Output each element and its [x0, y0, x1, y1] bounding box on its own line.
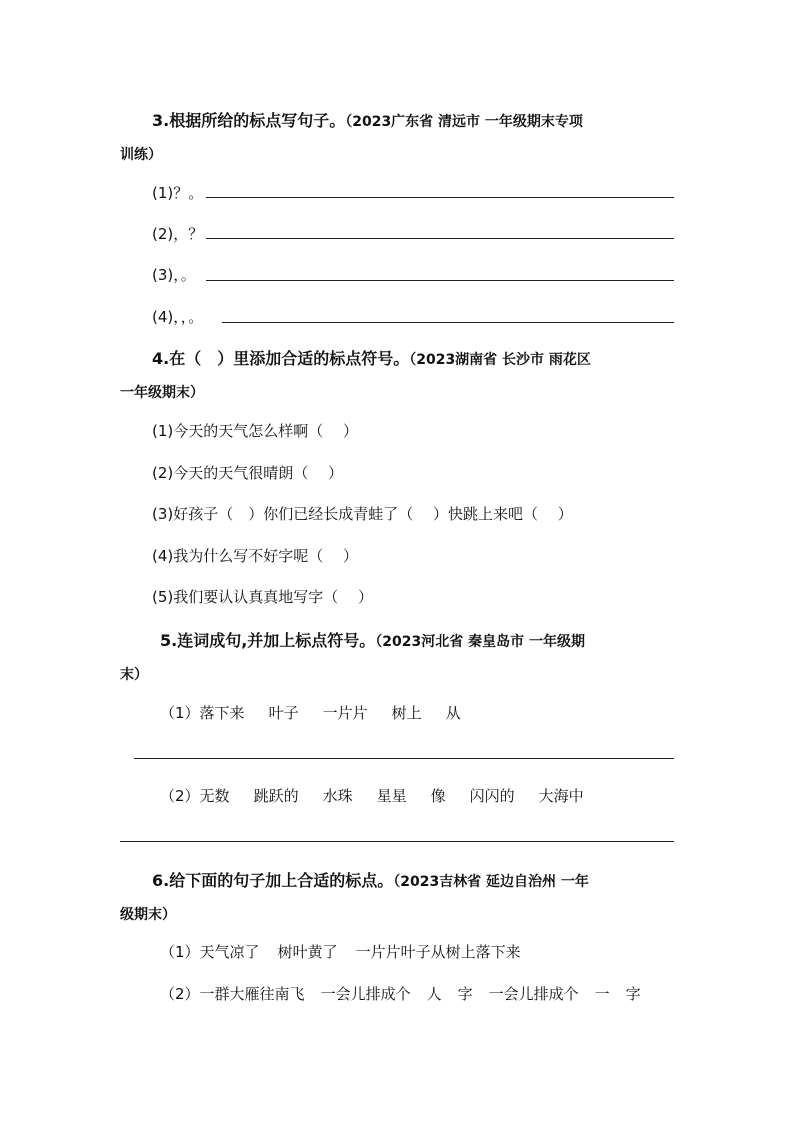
q5-title: 5.连词成句,并加上标点符号。: [160, 631, 376, 650]
phrase: 一群大雁往南飞: [199, 985, 305, 1003]
q4-item-5: (5)我们要认认真真地写字（ ）: [152, 588, 374, 606]
q6-source: （2023吉林省 延边自治州 一年: [393, 874, 589, 890]
q4-title: 4.在（ ）里添加合适的标点符号。: [152, 349, 410, 368]
answer-line-q5-1[interactable]: [134, 758, 674, 759]
phrase: 树叶黄了: [277, 943, 338, 961]
q5-item-2: [160, 785, 584, 806]
q4-item-4: (4)我为什么写不好字呢（ ）: [152, 547, 359, 565]
word: 落下来: [199, 704, 245, 722]
q3-item-2: (2)，？: [152, 225, 204, 243]
q6-source-cont: 级期末）: [120, 907, 176, 923]
q5-source: （2023河北省 秦皇岛市 一年级期: [375, 634, 586, 650]
phrase: 一: [594, 985, 610, 1003]
q6-item-2: [160, 983, 641, 1004]
answer-line-q3-4[interactable]: [222, 322, 674, 323]
q6-title: 6.给下面的句子加上合适的标点。: [152, 871, 394, 890]
word: 大海中: [538, 787, 584, 805]
q3-source: （2023广东省 清远市 一年级期末专项: [345, 114, 583, 130]
q4-item-3: (3)好孩子（ ）你们已经长成青蛙了（ ）快跳上来吧（ ）: [152, 505, 573, 523]
q3-heading-cont: [120, 144, 162, 164]
phrase: 一会儿排成个: [488, 985, 579, 1003]
q3-item-1: (1)？。: [152, 184, 204, 202]
answer-line-q3-2[interactable]: [206, 238, 674, 239]
word: 从: [445, 704, 461, 722]
q3-item-4: (4)，，。: [152, 308, 204, 326]
phrase: 字: [457, 985, 473, 1003]
q5-item-1: [160, 702, 461, 723]
phrase: 一会儿排成个: [320, 985, 411, 1003]
q4-source: （2023湖南省 长沙市 雨花区: [409, 352, 591, 368]
answer-line-q3-3[interactable]: [206, 280, 674, 281]
q4-heading: [152, 346, 591, 369]
phrase: 天气凉了: [199, 943, 260, 961]
phrase: 人: [426, 985, 442, 1003]
q3-title: 3.根据所给的标点写句子。: [152, 111, 346, 130]
q5-item-1-num: （1）: [160, 704, 200, 722]
word: 一片片: [322, 704, 368, 722]
q4-heading-cont: [120, 382, 204, 402]
q3-item-3: (3)，。: [152, 266, 196, 284]
q4-source-cont: 一年级期末）: [120, 385, 204, 401]
phrase: 字: [625, 985, 641, 1003]
word: 跳跃的: [253, 787, 299, 805]
word: 闪闪的: [469, 787, 515, 805]
q5-heading: [160, 628, 585, 651]
word: 像: [430, 787, 446, 805]
answer-line-q5-2[interactable]: [120, 841, 674, 842]
q6-item-1: [160, 941, 521, 962]
q6-item-2-num: （2）: [160, 985, 200, 1003]
q6-heading-cont: [120, 904, 176, 924]
q5-item-2-num: （2）: [160, 787, 200, 805]
phrase: 一片片叶子从树上落下来: [355, 943, 521, 961]
q4-item-1: (1)今天的天气怎么样啊（ ）: [152, 422, 359, 440]
answer-line-q3-1[interactable]: [206, 197, 674, 198]
q6-item-1-num: （1）: [160, 943, 200, 961]
q5-heading-cont: [120, 664, 148, 684]
q6-heading: [152, 868, 589, 891]
word: 水珠: [322, 787, 353, 805]
word: 星星: [376, 787, 407, 805]
word: 树上: [391, 704, 422, 722]
q5-source-cont: 末）: [120, 667, 148, 683]
word: 无数: [199, 787, 230, 805]
q3-heading: [152, 108, 583, 131]
q4-item-2: (2)今天的天气很晴朗（ ）: [152, 464, 344, 482]
q3-source-cont: 训练）: [120, 147, 162, 163]
word: 叶子: [268, 704, 299, 722]
